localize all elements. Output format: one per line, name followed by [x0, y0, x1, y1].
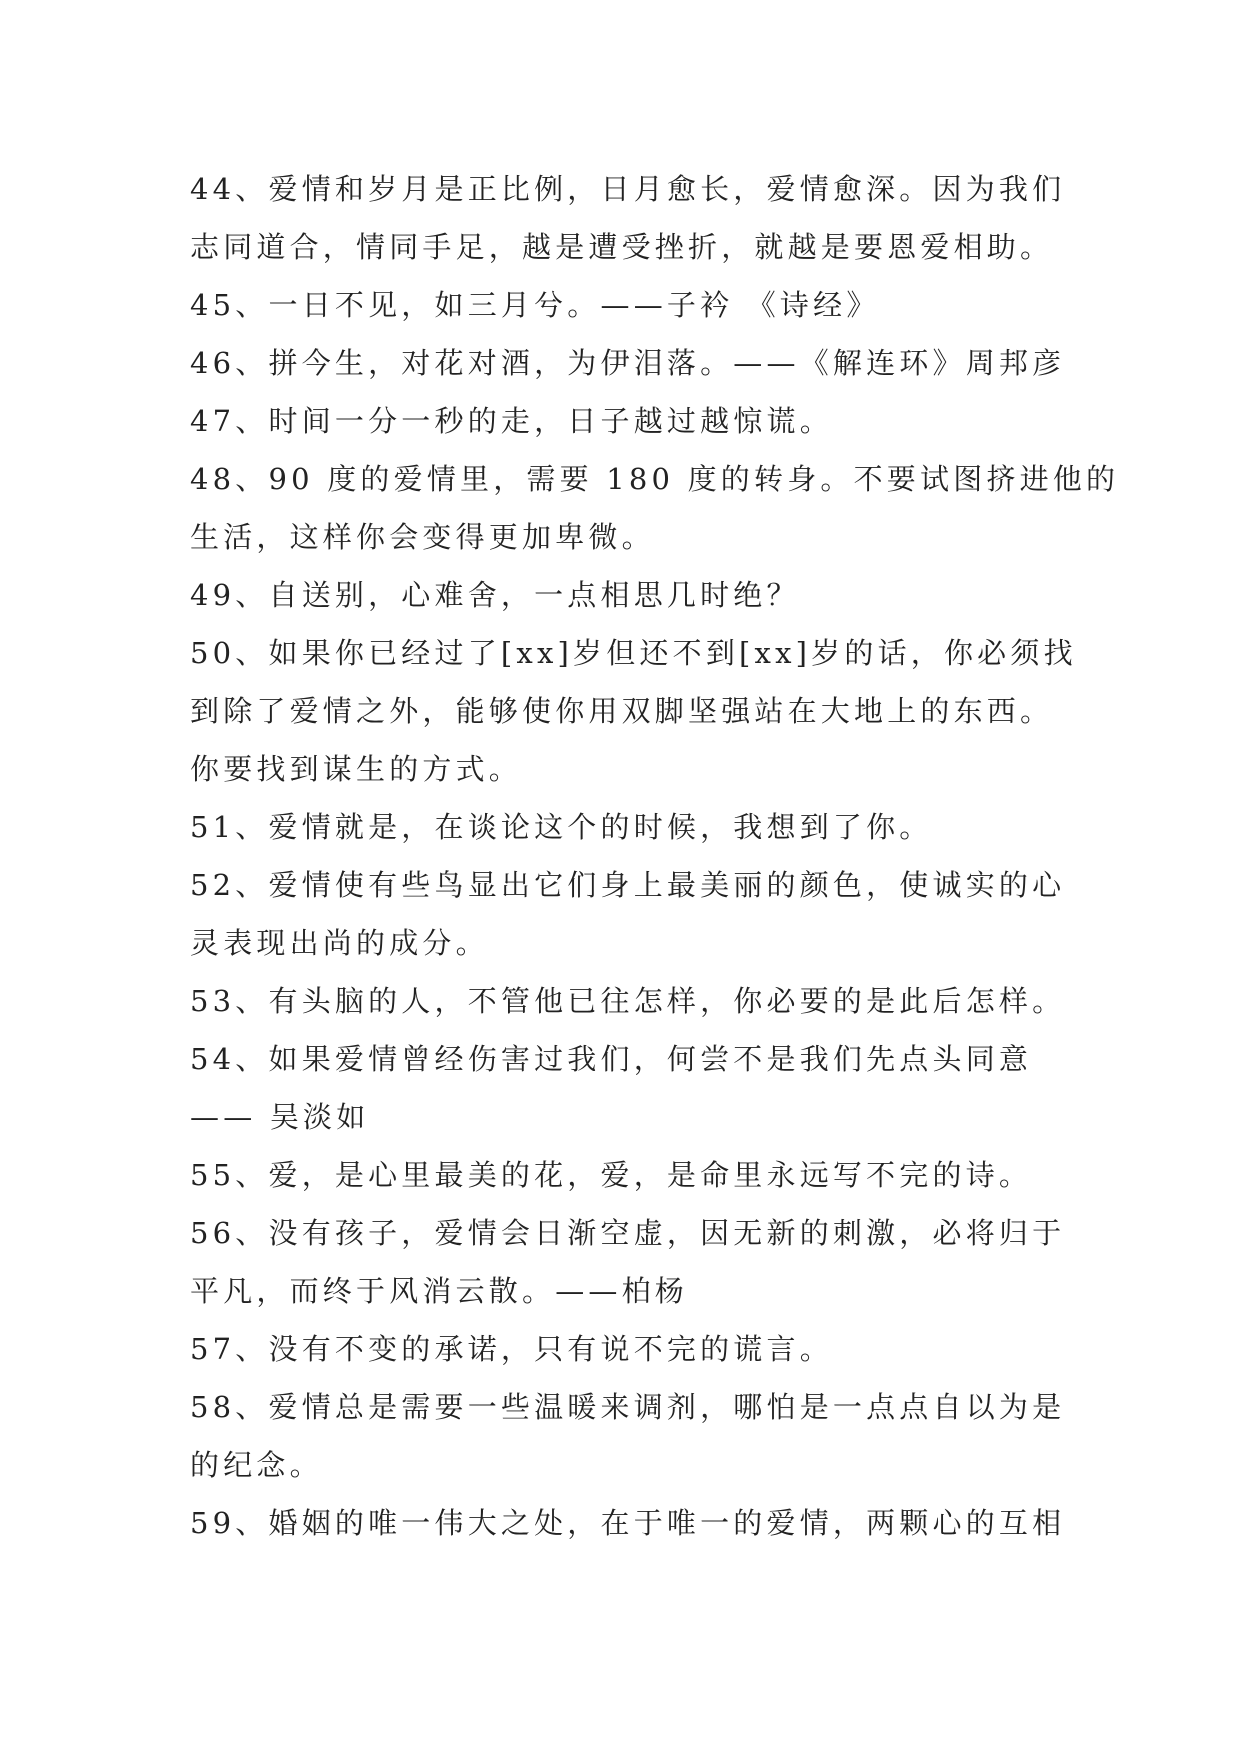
text-line: 54、如果爱情曾经伤害过我们，何尝不是我们先点头同意 [190, 1042, 1033, 1076]
text-line: 46、拼今生，对花对酒，为伊泪落。——《解连环》周邦彦 [190, 346, 1066, 380]
text-line: 你要找到谋生的方式。 [190, 752, 523, 786]
text-line: 50、如果你已经过了[xx]岁但还不到[xx]岁的话，你必须找 [190, 636, 1077, 670]
text-line: 56、没有孩子，爱情会日渐空虚，因无新的刺激，必将归于 [190, 1216, 1066, 1250]
text-line: 志同道合，情同手足，越是遭受挫折，就越是要恩爱相助。 [190, 230, 1054, 264]
text-line: 灵表现出尚的成分。 [190, 926, 489, 960]
text-line: —— 吴淡如 [190, 1100, 370, 1134]
text-line: 生活，这样你会变得更加卑微。 [190, 520, 655, 554]
text-line: 的纪念。 [190, 1448, 323, 1482]
text-line: 59、婚姻的唯一伟大之处，在于唯一的爱情，两颗心的互相 [190, 1506, 1066, 1540]
text-line: 55、爱，是心里最美的花，爱，是命里永远写不完的诗。 [190, 1158, 1033, 1192]
text-line: 平凡，而终于风消云散。——柏杨 [190, 1274, 689, 1308]
text-line: 48、90 度的爱情里，需要 180 度的转身。不要试图挤进他的 [190, 462, 1120, 496]
text-line: 53、有头脑的人，不管他已往怎样，你必要的是此后怎样。 [190, 984, 1066, 1018]
text-line: 49、自送别，心难舍，一点相思几时绝？ [190, 578, 800, 612]
text-line: 到除了爱情之外，能够使你用双脚坚强站在大地上的东西。 [190, 694, 1054, 728]
text-line: 57、没有不变的承诺，只有说不完的谎言。 [190, 1332, 833, 1366]
text-line: 58、爱情总是需要一些温暖来调剂，哪怕是一点点自以为是 [190, 1390, 1066, 1424]
text-line: 45、一日不见，如三月兮。——子衿 《诗经》 [190, 288, 880, 322]
text-line: 52、爱情使有些鸟显出它们身上最美丽的颜色，使诚实的心 [190, 868, 1066, 902]
text-line: 51、爱情就是，在谈论这个的时候，我想到了你。 [190, 810, 933, 844]
text-line: 44、爱情和岁月是正比例，日月愈长，爱情愈深。因为我们 [190, 172, 1066, 206]
text-line: 47、时间一分一秒的走，日子越过越惊谎。 [190, 404, 833, 438]
document-body [190, 160, 1120, 1552]
